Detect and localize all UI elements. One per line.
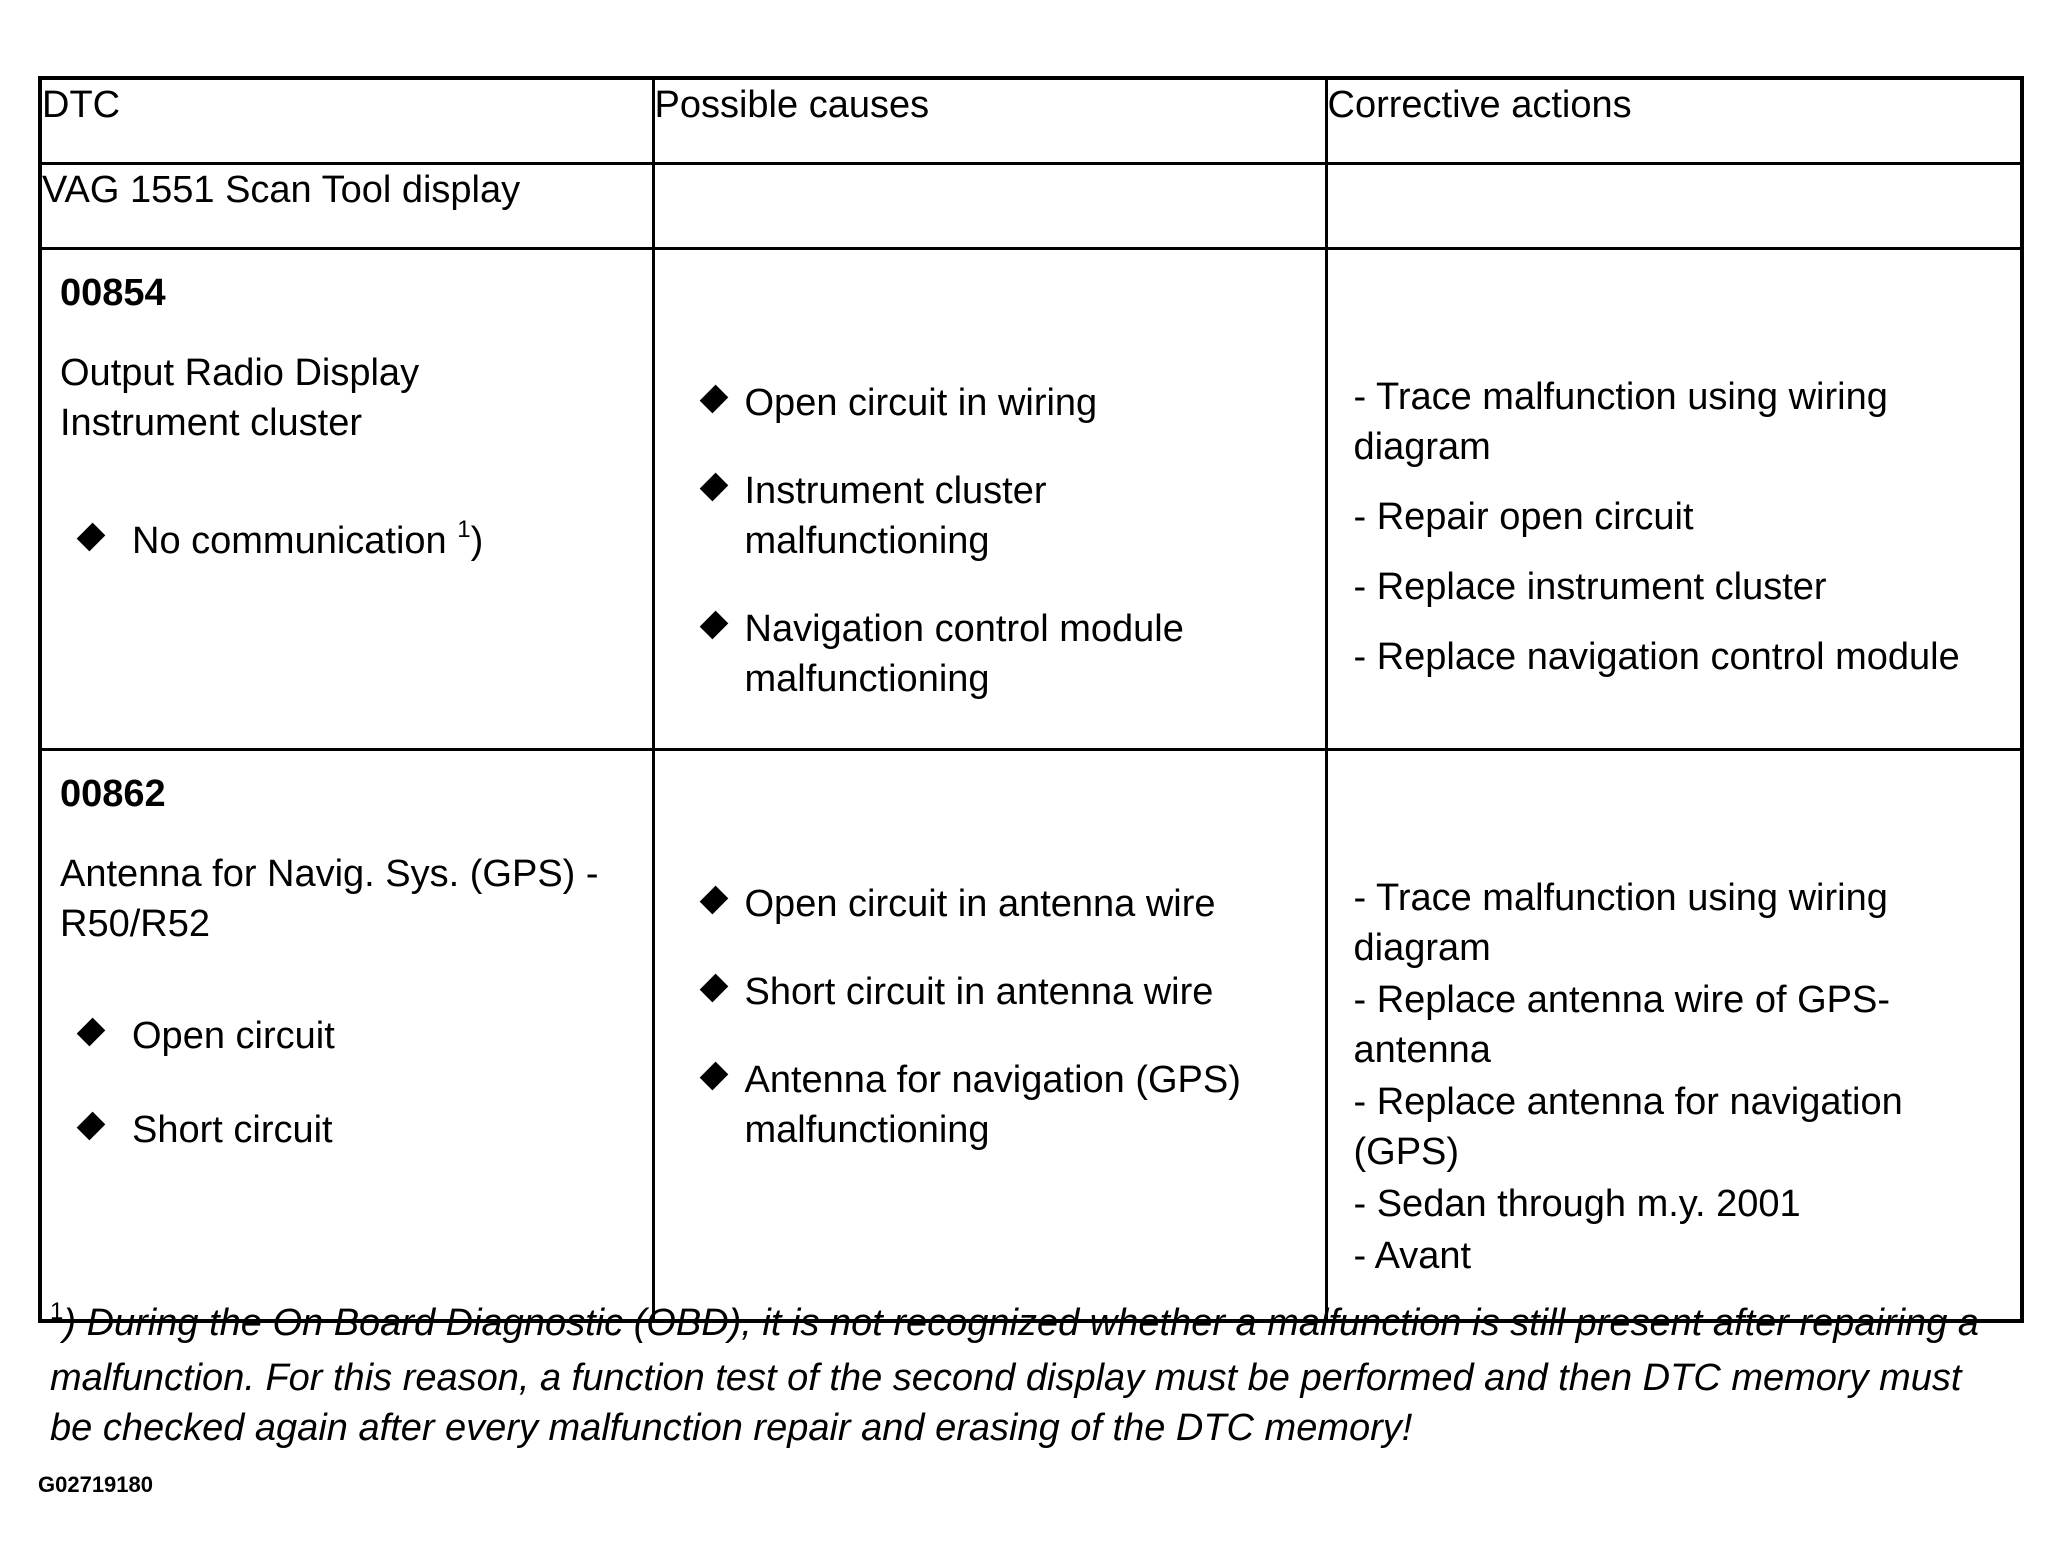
cause-text: Antenna for navigation (GPS) malfunctioning <box>744 1059 1241 1151</box>
action-list <box>1328 372 2021 682</box>
header-dtc: DTC <box>40 78 653 164</box>
causes-cell <box>653 249 1326 750</box>
footnote-marker: 1 <box>50 1298 64 1325</box>
dtc-description: Antenna for Navig. Sys. (GPS) - R50/R52 <box>60 853 599 945</box>
diamond-bullet-icon <box>699 886 728 915</box>
header-possible-causes: Possible causes <box>653 78 1326 164</box>
condition-item <box>60 1105 634 1155</box>
cause-item <box>655 879 1307 929</box>
diamond-bullet-icon <box>699 974 728 1003</box>
action-item: - Replace antenna wire of GPS-antenna <box>1353 979 1890 1071</box>
action-item: - Avant <box>1353 1235 1472 1277</box>
condition-text: Open circuit <box>132 1015 335 1057</box>
dtc-description: Output Radio Display Instrument cluster <box>60 352 420 444</box>
cause-text: Navigation control module malfunctioning <box>744 608 1184 700</box>
action-item: - Replace instrument cluster <box>1353 566 1827 608</box>
footnote-reference: 1 <box>457 516 471 543</box>
cause-item <box>655 604 1225 704</box>
action-item: - Sedan through m.y. 2001 <box>1353 1183 1801 1225</box>
cause-text: Open circuit in wiring <box>744 382 1098 424</box>
header-corrective-actions: Corrective actions <box>1326 78 2022 164</box>
action-list <box>1328 873 2021 1281</box>
footnote <box>50 1298 2010 1453</box>
condition-list <box>60 516 634 571</box>
condition-text: No communication <box>132 520 458 562</box>
action-item: - Replace navigation control module <box>1353 636 1960 678</box>
action-item: - Repair open circuit <box>1353 496 1694 538</box>
condition-text: Short circuit <box>132 1109 333 1151</box>
dtc-table <box>38 76 2024 1323</box>
causes-cell <box>653 750 1326 1322</box>
diamond-bullet-icon <box>77 1018 106 1047</box>
cause-item <box>655 967 1307 1017</box>
cause-item <box>655 1055 1285 1155</box>
action-item: - Replace antenna for navigation (GPS) <box>1353 1081 1903 1173</box>
dtc-code: 00862 <box>60 773 166 815</box>
cause-item <box>655 466 1085 566</box>
condition-item <box>60 1011 634 1061</box>
cause-list <box>655 879 1325 1155</box>
diamond-bullet-icon <box>77 1112 106 1141</box>
cause-item <box>655 378 1307 428</box>
image-reference-id: G02719180 <box>38 1472 153 1497</box>
cause-text: Instrument cluster malfunctioning <box>744 470 1047 562</box>
table-row <box>40 750 2022 1322</box>
footnote-text: ) During the On Board Diagnostic (OBD), it is not recognized whether a malfunction is still present after repairing a malfunction. For this reason, a function test of the second display must be performed and then DTC memory must be checked again after every malfunction repair and erasing of the DTC memory! <box>50 1302 1980 1449</box>
table-row <box>40 249 2022 750</box>
diamond-bullet-icon <box>699 1062 728 1091</box>
header-scan-tool-display: VAG 1551 Scan Tool display <box>40 164 653 249</box>
condition-list <box>60 1011 634 1155</box>
diamond-bullet-icon <box>699 611 728 640</box>
action-item: - Trace malfunction using wiring diagram <box>1353 376 1888 468</box>
actions-cell <box>1326 249 2022 750</box>
subheader-row <box>40 164 2022 249</box>
dtc-cell <box>40 750 653 1322</box>
action-item: - Trace malfunction using wiring diagram <box>1353 877 1888 969</box>
dtc-cell <box>40 249 653 750</box>
condition-suffix: ) <box>470 520 484 562</box>
condition-item <box>60 516 634 571</box>
subheader-empty-cell <box>653 164 1326 249</box>
diamond-bullet-icon <box>77 523 106 552</box>
dtc-code: 00854 <box>60 272 166 314</box>
cause-text: Open circuit in antenna wire <box>744 883 1216 925</box>
subheader-empty-cell <box>1326 164 2022 249</box>
diamond-bullet-icon <box>699 385 728 414</box>
diamond-bullet-icon <box>699 473 728 502</box>
actions-cell <box>1326 750 2022 1322</box>
header-row <box>40 78 2022 164</box>
cause-list <box>655 378 1325 704</box>
cause-text: Short circuit in antenna wire <box>744 971 1214 1013</box>
